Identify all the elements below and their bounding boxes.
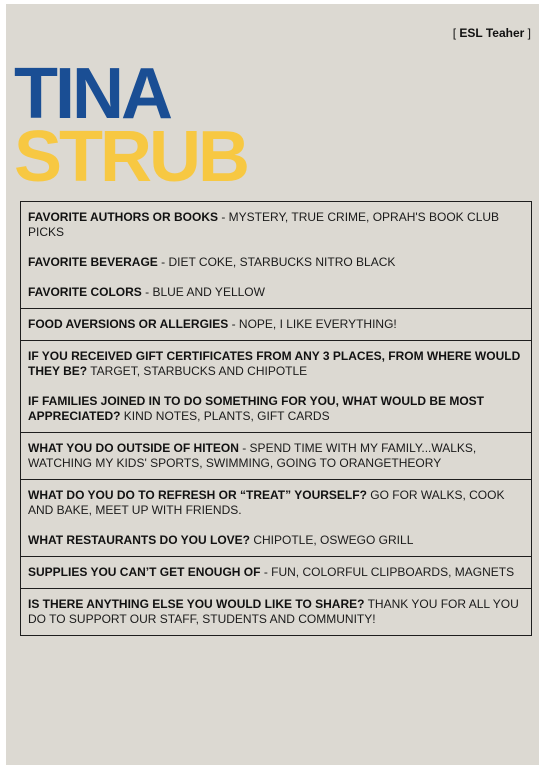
answer-text: GO FOR WALKS, COOK AND BAKE, MEET UP WITH FRIENDS.	[28, 488, 505, 517]
qa-item	[28, 317, 521, 332]
qa-item	[28, 210, 521, 240]
last-name: STRUB	[14, 117, 247, 197]
question-text: FAVORITE AUTHORS OR BOOKS	[28, 210, 219, 224]
question-text: WHAT YOU DO OUTSIDE OF HITEON	[28, 441, 239, 455]
questionnaire-box	[20, 201, 532, 636]
qa-item	[28, 565, 521, 580]
qa-item	[28, 255, 521, 270]
profile-page	[6, 4, 539, 765]
role-label	[453, 26, 531, 40]
answer-text: - MYSTERY, TRUE CRIME, OPRAH'S BOOK CLUB PICKS	[28, 210, 500, 239]
qa-section	[21, 557, 531, 589]
qa-item	[28, 441, 521, 471]
qa-item	[28, 349, 521, 379]
qa-item	[28, 597, 521, 627]
qa-section	[21, 589, 531, 636]
answer-text: - BLUE AND YELLOW	[141, 285, 265, 299]
answer-text: CHIPOTLE, OSWEGO GRILL	[250, 533, 414, 547]
question-text: IF FAMILIES JOINED IN TO DO SOMETHING FOR YOU, WHAT WOULD BE MOST APPRECIATED?	[28, 394, 485, 423]
answer-text: - NOPE, I LIKE EVERYTHING!	[228, 317, 397, 331]
answer-text: - FUN, COLORFUL CLIPBOARDS, MAGNETS	[260, 565, 515, 579]
qa-item	[28, 394, 521, 424]
qa-section	[21, 433, 531, 480]
qa-item	[28, 488, 521, 518]
qa-item	[28, 285, 521, 300]
answer-text: TARGET, STARBUCKS AND CHIPOTLE	[87, 364, 308, 378]
qa-section	[21, 341, 531, 433]
question-text: SUPPLIES YOU CAN’T GET ENOUGH OF	[28, 565, 261, 579]
question-text: WHAT RESTAURANTS DO YOU LOVE?	[28, 533, 250, 547]
question-text: IS THERE ANYTHING ELSE YOU WOULD LIKE TO SHARE?	[28, 597, 365, 611]
answer-text: KIND NOTES, PLANTS, GIFT CARDS	[120, 409, 330, 423]
answer-text: - SPEND TIME WITH MY FAMILY...WALKS, WATCHING MY KIDS' SPORTS, SWIMMING, GOING TO ORANGETHEORY	[28, 441, 477, 470]
question-text: WHAT DO YOU DO TO REFRESH OR “TREAT” YOURSELF?	[28, 488, 367, 502]
bracket-close: ]	[524, 26, 531, 40]
qa-section	[21, 202, 531, 309]
question-text: FAVORITE BEVERAGE	[28, 255, 158, 269]
question-text: FOOD AVERSIONS OR ALLERGIES	[28, 317, 229, 331]
first-name: TINA	[14, 54, 170, 134]
question-text: IF YOU RECEIVED GIFT CERTIFICATES FROM ANY 3 PLACES, FROM WHERE WOULD THEY BE?	[28, 349, 521, 378]
qa-item	[28, 533, 521, 548]
role-text: ESL Teaher	[459, 26, 525, 40]
bracket-open: [	[452, 26, 460, 40]
answer-text: THANK YOU FOR ALL YOU DO TO SUPPORT OUR STAFF, STUDENTS AND COMMUNITY!	[28, 597, 519, 626]
qa-section	[21, 480, 531, 557]
qa-section	[21, 309, 531, 341]
answer-text: - DIET COKE, STARBUCKS NITRO BLACK	[157, 255, 396, 269]
question-text: FAVORITE COLORS	[28, 285, 142, 299]
